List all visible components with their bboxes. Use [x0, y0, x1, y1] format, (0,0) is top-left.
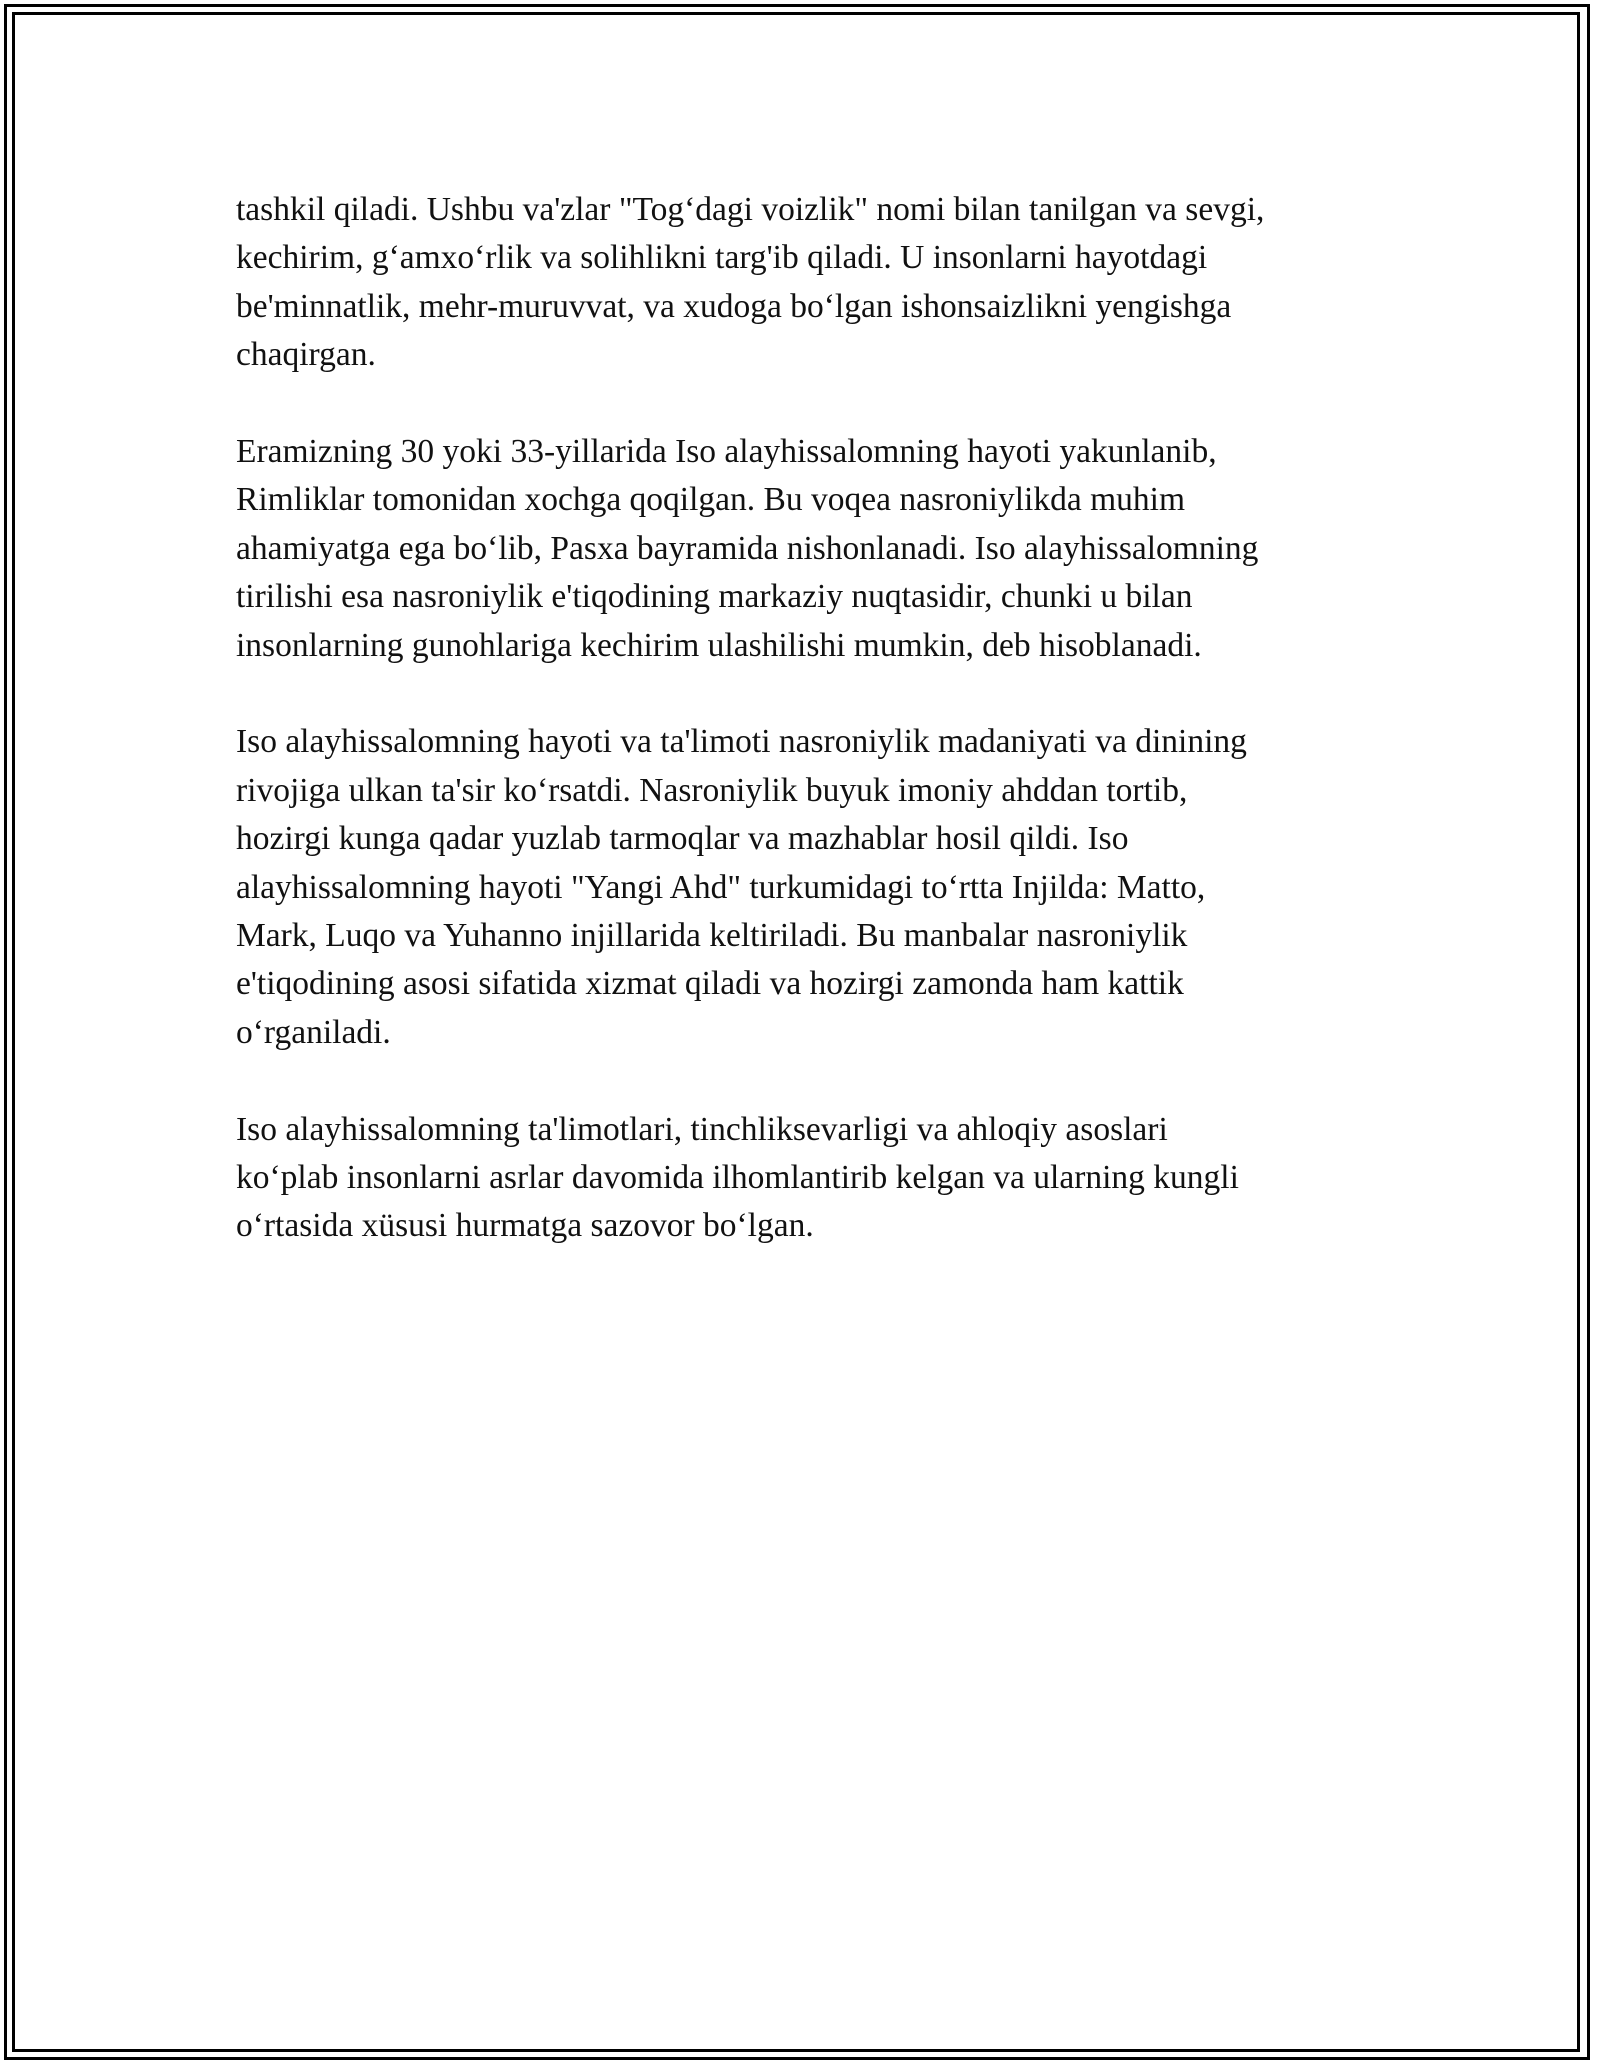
- text-line: Iso alayhissalomning hayoti va ta'limoti nasroniylik madaniyati va dinining: [236, 723, 1247, 761]
- paragraph-1: [236, 186, 1396, 380]
- text-line: Mark, Luqo va Yuhanno injillarida keltiriladi. Bu manbalar nasroniylik: [236, 917, 1188, 955]
- text-line: Iso alayhissalomning ta'limotlari, tinchliksevarligi va ahloqiy asoslari: [236, 1110, 1168, 1148]
- text-line: Rimliklar tomonidan xochga qoqilgan. Bu voqea nasroniylikda muhim: [236, 481, 1186, 519]
- text-line: o‘rganiladi.: [236, 1013, 391, 1051]
- text-line: alayhissalomning hayoti "Yangi Ahd" turkumidagi to‘rtta Injilda: Matto,: [236, 868, 1206, 906]
- text-line: e'tiqodining asosi sifatida xizmat qiladi va hozirgi zamonda ham kattik: [236, 965, 1184, 1003]
- paragraph-3: [236, 718, 1396, 1057]
- text-line: insonlarning gunohlariga kechirim ulashilishi mumkin, deb hisoblanadi.: [236, 626, 1202, 664]
- paragraph-2: [236, 428, 1396, 670]
- text-line: hozirgi kunga qadar yuzlab tarmoqlar va mazhablar hosil qildi. Iso: [236, 820, 1129, 858]
- text-line: chaqirgan.: [236, 336, 376, 374]
- text-line: rivojiga ulkan ta'sir ko‘rsatdi. Nasroniylik buyuk imoniy ahddan tortib,: [236, 771, 1188, 809]
- text-line: o‘rtasida xüsusi hurmatga sazovor bo‘lgan.: [236, 1207, 814, 1245]
- paragraph-4: [236, 1106, 1396, 1251]
- text-line: kechirim, g‘amxo‘rlik va solihlikni targ'ib qiladi. U insonlarni hayotdagi: [236, 239, 1208, 277]
- document-body: [236, 186, 1396, 1299]
- text-line: tashkil qiladi. Ushbu va'zlar "Tog‘dagi voizlik" nomi bilan tanilgan va sevgi,: [236, 191, 1265, 228]
- text-line: be'minnatlik, mehr-muruvvat, va xudoga bo‘lgan ishonsaizlikni yengishga: [236, 287, 1232, 325]
- text-line: ko‘plab insonlarni asrlar davomida ilhomlantirib kelgan va ularning kungli: [236, 1159, 1239, 1197]
- text-line: tirilishi esa nasroniylik e'tiqodining markaziy nuqtasidir, chunki u bilan: [236, 578, 1193, 616]
- text-line: ahamiyatga ega bo‘lib, Pasxa bayramida nishonlanadi. Iso alayhissalomning: [236, 529, 1259, 567]
- text-line: Eramizning 30 yoki 33-yillarida Iso alayhissalomning hayoti yakunlanib,: [236, 433, 1217, 471]
